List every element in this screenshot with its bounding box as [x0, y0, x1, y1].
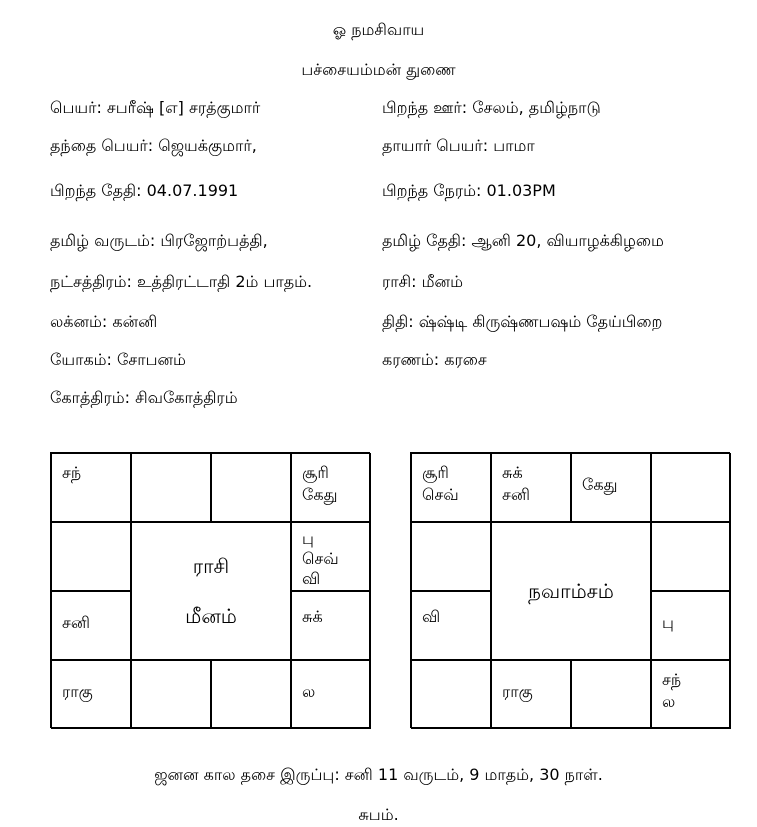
navamsa-cell: சுக் சனி — [491, 453, 571, 522]
detail-tamil-year: தமிழ் வருடம்: பிரஜோற்பத்தி, — [50, 231, 268, 250]
detail-karanam: கரணம்: கரசை — [382, 350, 487, 369]
rasi-cell — [211, 453, 291, 522]
detail-yogam: யோகம்: சோபனம் — [50, 350, 186, 369]
detail-tamil-date: தமிழ் தேதி: ஆனி 20, வியாழக்கிழமை — [382, 231, 664, 250]
rasi-chart-center — [131, 522, 291, 660]
rasi-cell: ல — [291, 660, 371, 729]
rasi-cell: சூரி கேது — [291, 453, 371, 522]
rasi-chart-subtitle: மீனம் — [185, 604, 237, 628]
closing-text: சுபம். — [358, 805, 399, 824]
navamsa-cell — [651, 453, 731, 522]
detail-nakshatra: நட்சத்திரம்: உத்திரட்டாதி 2ம் பாதம். — [50, 272, 313, 291]
rasi-cell — [51, 522, 131, 591]
header-invocation: ஓ நமசிவாய — [332, 20, 425, 39]
rasi-cell — [131, 453, 211, 522]
detail-birth-time: பிறந்த நேரம்: 01.03PM — [382, 181, 556, 200]
navamsa-cell: சந் ல — [651, 660, 731, 729]
detail-mother-name: தாயார் பெயர்: பாமா — [382, 136, 535, 155]
rasi-cell: சனி — [51, 591, 131, 660]
navamsa-chart-title: நவாம்சம் — [528, 579, 614, 603]
dasa-balance: ஜனன கால தசை இருப்பு: சனி 11 வருடம், 9 மாதம், 30 நாள். — [154, 765, 603, 784]
navamsa-cell — [411, 522, 491, 591]
rasi-cell — [131, 660, 211, 729]
navamsa-chart — [410, 452, 730, 728]
rasi-chart-title: ராசி — [192, 554, 230, 578]
detail-father-name: தந்தை பெயர்: ஜெயக்குமார், — [50, 136, 257, 155]
rasi-cell: ராகு — [51, 660, 131, 729]
navamsa-cell: சூரி செவ் — [411, 453, 491, 522]
detail-name: பெயர்: சபரீஷ் [எ] சரத்குமார் — [50, 98, 261, 117]
rasi-cell — [211, 660, 291, 729]
detail-gothram: கோத்திரம்: சிவகோத்திரம் — [50, 388, 238, 407]
rasi-cell: சந் — [51, 453, 131, 522]
detail-rasi: ராசி: மீனம் — [382, 272, 463, 291]
detail-birth-place: பிறந்த ஊர்: சேலம், தமிழ்நாடு — [382, 98, 601, 117]
navamsa-chart-center — [491, 522, 651, 660]
navamsa-cell: வி — [411, 591, 491, 660]
navamsa-cell: பு — [651, 591, 731, 660]
navamsa-cell — [411, 660, 491, 729]
navamsa-cell — [651, 522, 731, 591]
navamsa-cell — [571, 660, 651, 729]
detail-thithi: திதி: ஷ்ஷ்டி கிருஷ்ணபஷம் தேய்பிறை — [382, 312, 663, 331]
detail-lagna: லக்னம்: கன்னி — [50, 312, 158, 331]
detail-birth-date: பிறந்த தேதி: 04.07.1991 — [50, 181, 239, 200]
navamsa-cell: ராகு — [491, 660, 571, 729]
navamsa-cell: கேது — [571, 453, 651, 522]
rasi-cell: சுக் — [291, 591, 371, 660]
header-blessing: பச்சையம்மன் துணை — [301, 60, 456, 79]
rasi-chart — [50, 452, 370, 728]
rasi-cell: பு செவ் வி — [291, 522, 371, 591]
